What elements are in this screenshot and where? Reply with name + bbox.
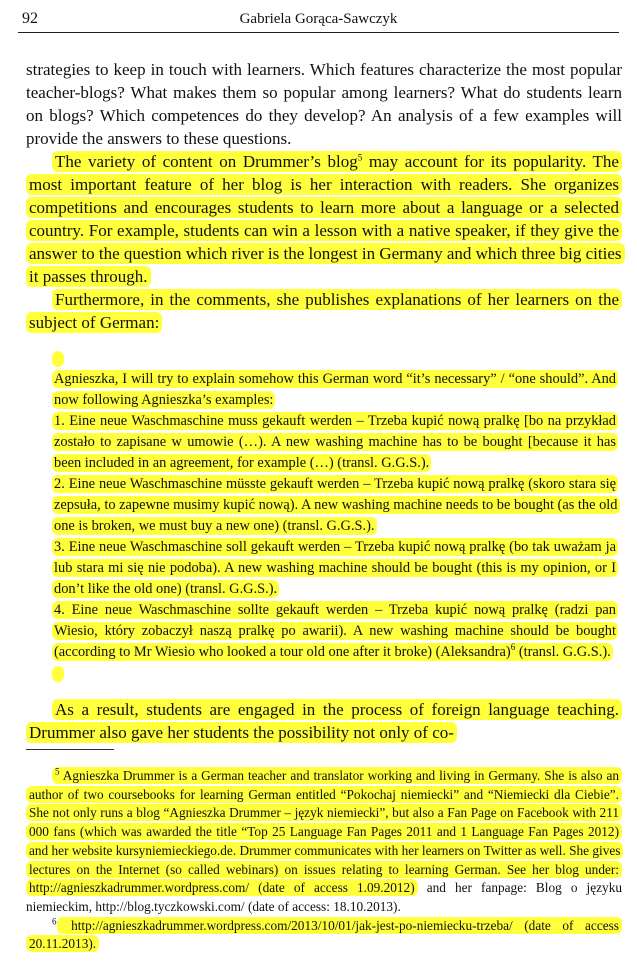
quote-bottom-marker xyxy=(52,663,618,684)
footnote-5-mark: 5 xyxy=(55,766,60,777)
quote-item-1 xyxy=(52,411,618,474)
running-head-author: Gabriela Gorąca-Sawczyk xyxy=(239,11,398,27)
variety-text-b: may account for its popularity. The most important feature of her blog is her interaction with readers. She organizes competitions and encourages students to learn more about a language or a selected country. For example, students can win a lesson with a native speaker, if they give the answer to the question which river is the longest in Germany and which three big cities it passes through. xyxy=(29,152,622,286)
footnote-5-text-tail: and her fanpage: Blog o języku niemieckim, http://blog.tyczkowski.com/ (date of access: 18.10.2013). xyxy=(26,880,622,914)
highlight-variety xyxy=(26,151,625,287)
quote-item-4-text-a: 4. Eine neue Waschmaschine sollte gekauft werden – Trzeba kupić nową pralkę (radzi pan Wiesio, który zobaczył naszą pralkę po awarii). A new washing machine should be bought (according to Mr Wiesio who looked a tour old one after it broke) (Aleksandra) xyxy=(54,602,616,660)
footnote-6-mark: 6 xyxy=(52,916,57,927)
main-text xyxy=(26,58,622,744)
quote-item-4 xyxy=(52,600,618,663)
highlight-quote-item-4 xyxy=(52,601,618,661)
highlight-furthermore: Furthermore, in the comments, she publishes explanations of her learners on the subject of German: xyxy=(26,289,622,333)
footnotes xyxy=(26,767,622,954)
footnote-5-text: Agnieszka Drummer is a German teacher and translator working and living in Germany. She is also an author of two coursebooks for learning German entitled “Pokochaj niemiecki” and “Niemiecki dla Ciebie”. She not only runs a blog “Agnieszka Drummer – język niemiecki”, but also a Fan Page on Facebook with 211 000 fans (which was awarded the title “Top 25 Language Fan Pages 2011 and 1 Language Fan Pages 2012) and her website kursyniemieckiego.de. Drummer communicates with her learners on Twitter as well. She gives lectures on the Internet (so called webinars) on issues relating to learning German. See her blog under: http://agnieszkadrummer.wordpress.com/ (date of access 1.09.2012) xyxy=(29,768,621,896)
variety-text-a: The variety of content on Drummer’s blog xyxy=(55,152,358,171)
highlight-quote-item-2: 2. Eine neue Waschmaschine müsste gekauft werden – Trzeba kupić nową pralkę (skoro stara się zepsuła, to zapewne musimy kupić nową). A new washing machine needs to be bought (as the old one is broken, we must buy a new one) (transl. G.G.S.). xyxy=(54,476,618,534)
quote-top-marker xyxy=(52,348,618,369)
footnote-5 xyxy=(26,767,622,917)
quote-item-2 xyxy=(52,474,618,537)
footnote-6 xyxy=(26,917,622,954)
paragraph-intro: strategies to keep in touch with learners. Which features characterize the most popular teacher-blogs? What makes them so popular among learners? What do students learn on blogs? Which competences do they develop? An analysis of a few examples will provide the answers to these questions. xyxy=(26,60,622,148)
page-number: 92 xyxy=(22,10,38,27)
paragraph-furthermore xyxy=(26,288,622,334)
highlight-quote-item-3: 3. Eine neue Waschmaschine soll gekauft werden – Trzeba kupić nową pralkę (bo tak uważam ja lub stara mi się nie podoba). A new washing machine should be bought (this is my opinion, or I don’t like the old one) (transl. G.G.S.). xyxy=(54,539,616,597)
footnote-rule xyxy=(26,749,114,750)
highlight-quote-intro: Agnieszka, I will try to explain somehow this German word “it’s necessary” / “one should”. And now following Agnieszka’s examples: xyxy=(54,371,616,408)
highlight-quote-item-1: 1. Eine neue Waschmaschine muss gekauft werden – Trzeba kupić nową pralkę [bo na przykład zostało to zapisane w umowie (…). A new washing machine has to be bought [because it has been included in an agreement, for example (…) (transl. G.G.S.). xyxy=(54,413,616,471)
paragraph-variety xyxy=(26,150,622,288)
quote-intro xyxy=(52,369,618,411)
highlight-footnote-6: http://agnieszkadrummer.wordpress.com/2013/10/01/jak-jest-po-niemiecku-trzeba/ (date of access 20.11.2013). xyxy=(26,917,622,953)
quote-item-3 xyxy=(52,537,618,600)
highlight-gap-mark xyxy=(52,351,64,367)
running-header xyxy=(18,10,619,33)
highlight-result: As a result, students are engaged in the process of foreign language teaching. Drummer also gave her students the possibility not only of co- xyxy=(26,699,622,743)
quote-item-4-text-b: (transl. G.G.S.). xyxy=(515,644,611,660)
block-quote xyxy=(52,348,618,684)
paragraph-result xyxy=(26,698,622,744)
footnote-ref-5[interactable]: 5 xyxy=(357,152,363,163)
footnote-ref-6[interactable]: 6 xyxy=(510,642,516,653)
highlight-gap-mark xyxy=(52,666,64,682)
highlight-footnote-5 xyxy=(26,767,623,896)
